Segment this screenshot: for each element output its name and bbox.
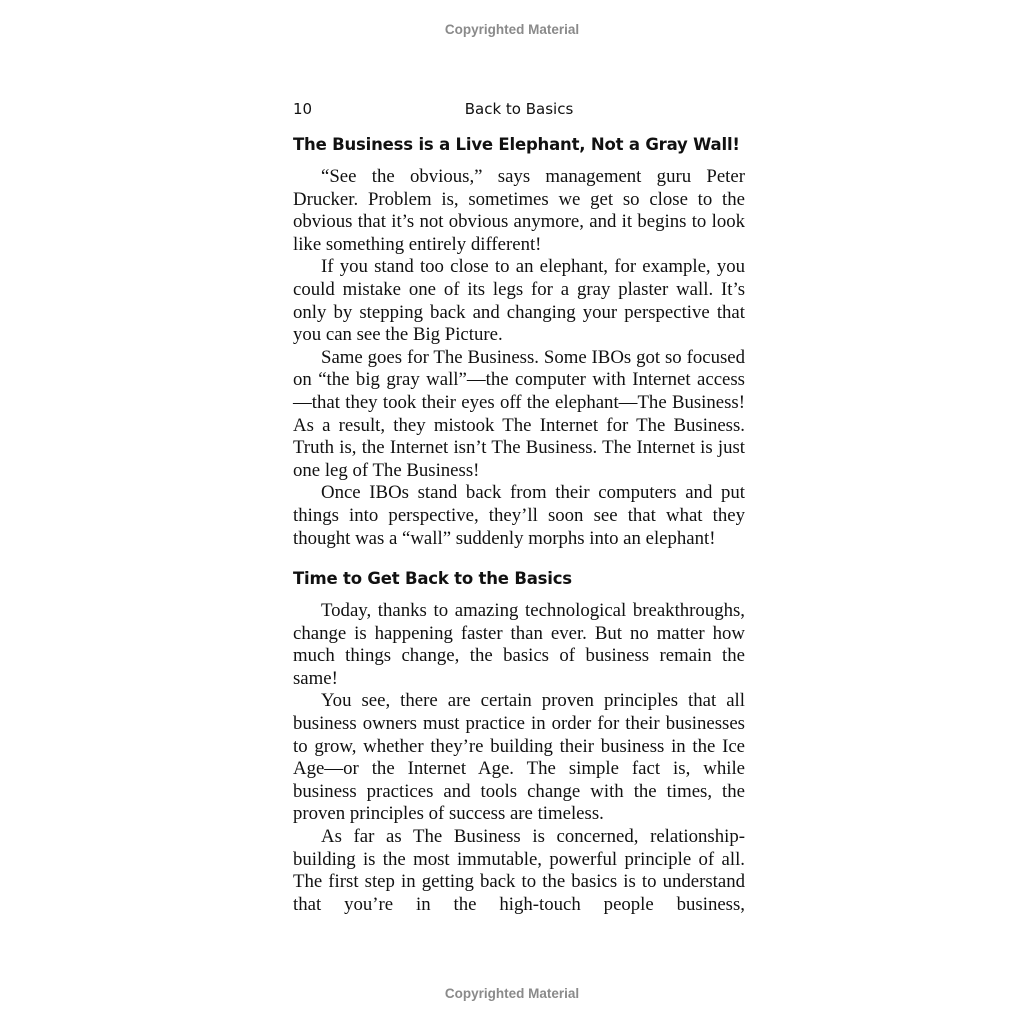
page-number: 10 (293, 100, 313, 118)
section-body-elephant (293, 166, 745, 550)
copyright-watermark-bottom: Copyrighted Material (444, 986, 580, 1001)
running-head (293, 100, 745, 122)
paragraph: If you stand too close to an elephant, for example, you could mistake one of its legs for a gray plaster wall. It’s only by stepping back and changing your perspective that you can see the Big Picture. (293, 256, 745, 346)
section-heading-elephant: The Business is a Live Elephant, Not a Gray Wall! (293, 135, 740, 154)
running-title: Back to Basics (464, 100, 574, 118)
paragraph: You see, there are certain proven principles that all business owners must practice in order for their businesses to grow, whether they’re building their business in the Ice Age—or the Internet Age. The simple fact is, while business practices and tools change with the times, the proven principles of success are timeless. (293, 690, 745, 825)
paragraph: Today, thanks to amazing technological breakthroughs, change is happening faster than ever. But no matter how much things change, the basics of business remain the same! (293, 600, 745, 689)
copyright-watermark-top: Copyrighted Material (444, 22, 580, 37)
section-heading-basics: Time to Get Back to the Basics (293, 569, 572, 588)
paragraph: As far as The Business is concerned, relationship-building is the most immutable, powerful principle of all. The first step in getting back to the basics is to understand that you’re in the high-touch people business, (293, 825, 745, 915)
paragraph: Once IBOs stand back from their computers and put things into perspective, they’ll soon see that what they thought was a “wall” suddenly morphs into an elephant! (293, 482, 745, 549)
paragraph: Same goes for The Business. Some IBOs got so focused on “the big gray wall”—the computer with Internet access—that they took their eyes off the elephant—The Business! As a result, they mistook The Internet for The Business. Truth is, the Internet isn’t The Business. The Internet is just one leg of The Business! (293, 346, 745, 481)
paragraph: “See the obvious,” says management guru Peter Drucker. Problem is, sometimes we get so close to the obvious that it’s not obvious anymore, and it begins to look like something entirely different! (293, 166, 745, 255)
section-body-basics (293, 600, 745, 916)
